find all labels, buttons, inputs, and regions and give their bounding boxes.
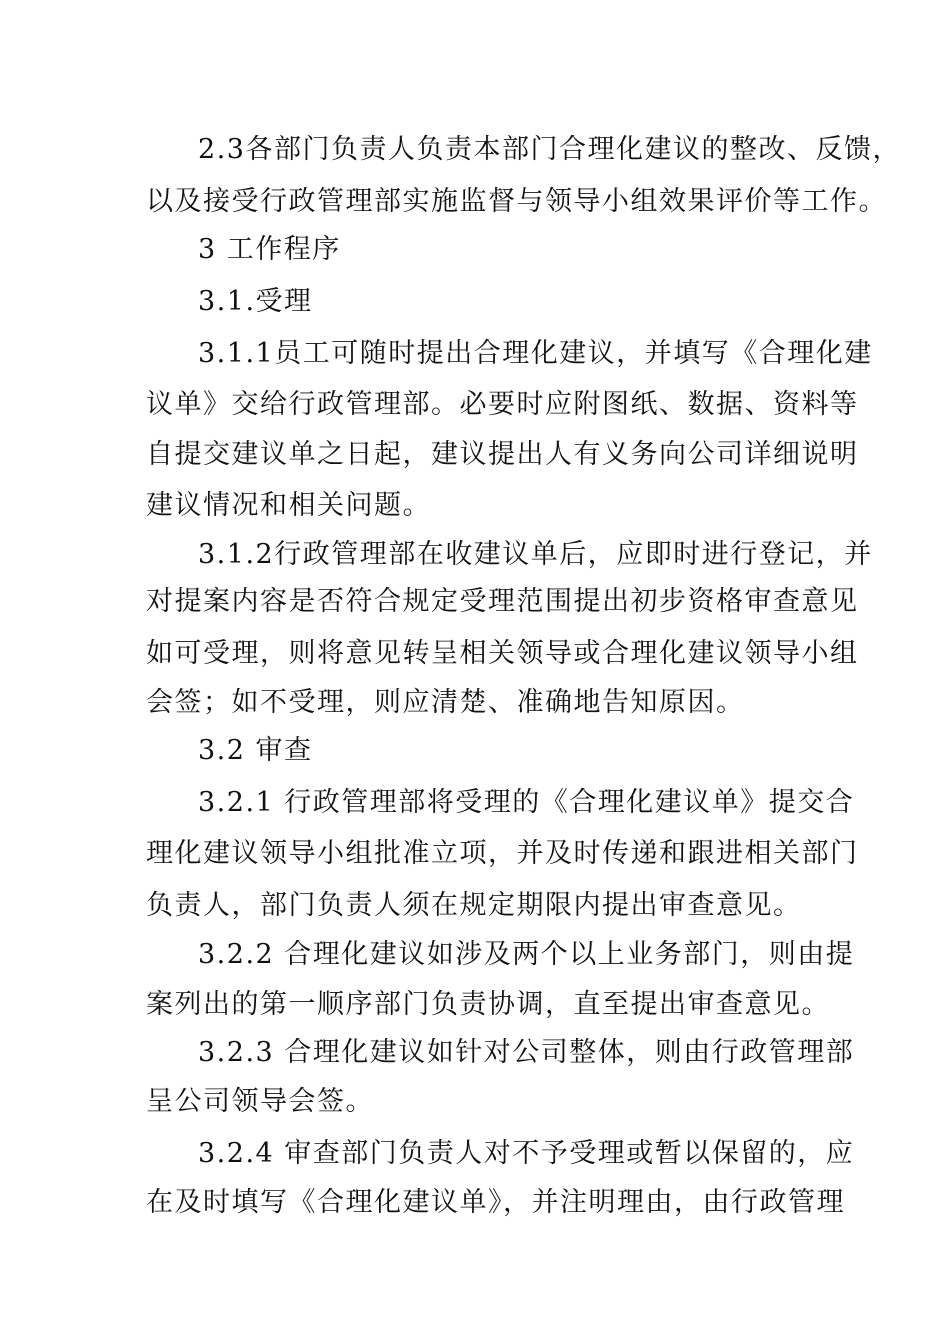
paragraph-line: 以及接受行政管理部实施监督与领导小组效果评价等工作。 (146, 186, 887, 217)
section-heading: 3.2 审查 (198, 735, 313, 766)
paragraph-line: 呈公司领导会签。 (146, 1086, 374, 1117)
paragraph-line: 如可受理，则将意见转呈相关领导或合理化建议领导小组 (146, 638, 859, 669)
paragraph-line: 案列出的第一顺序部门负责协调，直至提出审查意见。 (146, 989, 830, 1020)
paragraph-line: 在及时填写《合理化建议单》，并注明理由，由行政管理 (146, 1187, 845, 1218)
paragraph-line: 负责人，部门负责人须在规定期限内提出审查意见。 (146, 890, 802, 921)
section-heading: 3 工作程序 (198, 234, 341, 265)
paragraph-line: 2.3各部门负责人负责本部门合理化建议的整改、反馈， (198, 134, 901, 165)
paragraph-line: 自提交建议单之日起，建议提出人有义务向公司详细说明 (146, 439, 859, 470)
paragraph-line: 理化建议领导小组批准立项，并及时传递和跟进相关部门 (146, 838, 859, 869)
paragraph-line: 建议情况和相关问题。 (146, 490, 431, 521)
paragraph-line: 3.1.1员工可随时提出合理化建议，并填写《合理化建 (198, 338, 873, 369)
paragraph-line: 议单》交给行政管理部。必要时应附图纸、数据、资料等 (146, 389, 859, 420)
paragraph-line: 3.1.2行政管理部在收建议单后，应即时进行登记，并 (198, 539, 873, 570)
paragraph-line: 3.2.4 审查部门负责人对不予受理或暂以保留的，应 (198, 1138, 855, 1169)
paragraph-line: 对提案内容是否符合规定受理范围提出初步资格审查意见 (146, 586, 859, 617)
paragraph-line: 3.2.1 行政管理部将受理的《合理化建议单》提交合 (198, 787, 855, 818)
paragraph-line: 会签；如不受理，则应清楚、准确地告知原因。 (146, 687, 745, 718)
paragraph-line: 3.2.3 合理化建议如针对公司整体，则由行政管理部 (198, 1037, 855, 1068)
section-heading: 3.1.受理 (198, 286, 313, 317)
paragraph-line: 3.2.2 合理化建议如涉及两个以上业务部门，则由提 (198, 939, 855, 970)
